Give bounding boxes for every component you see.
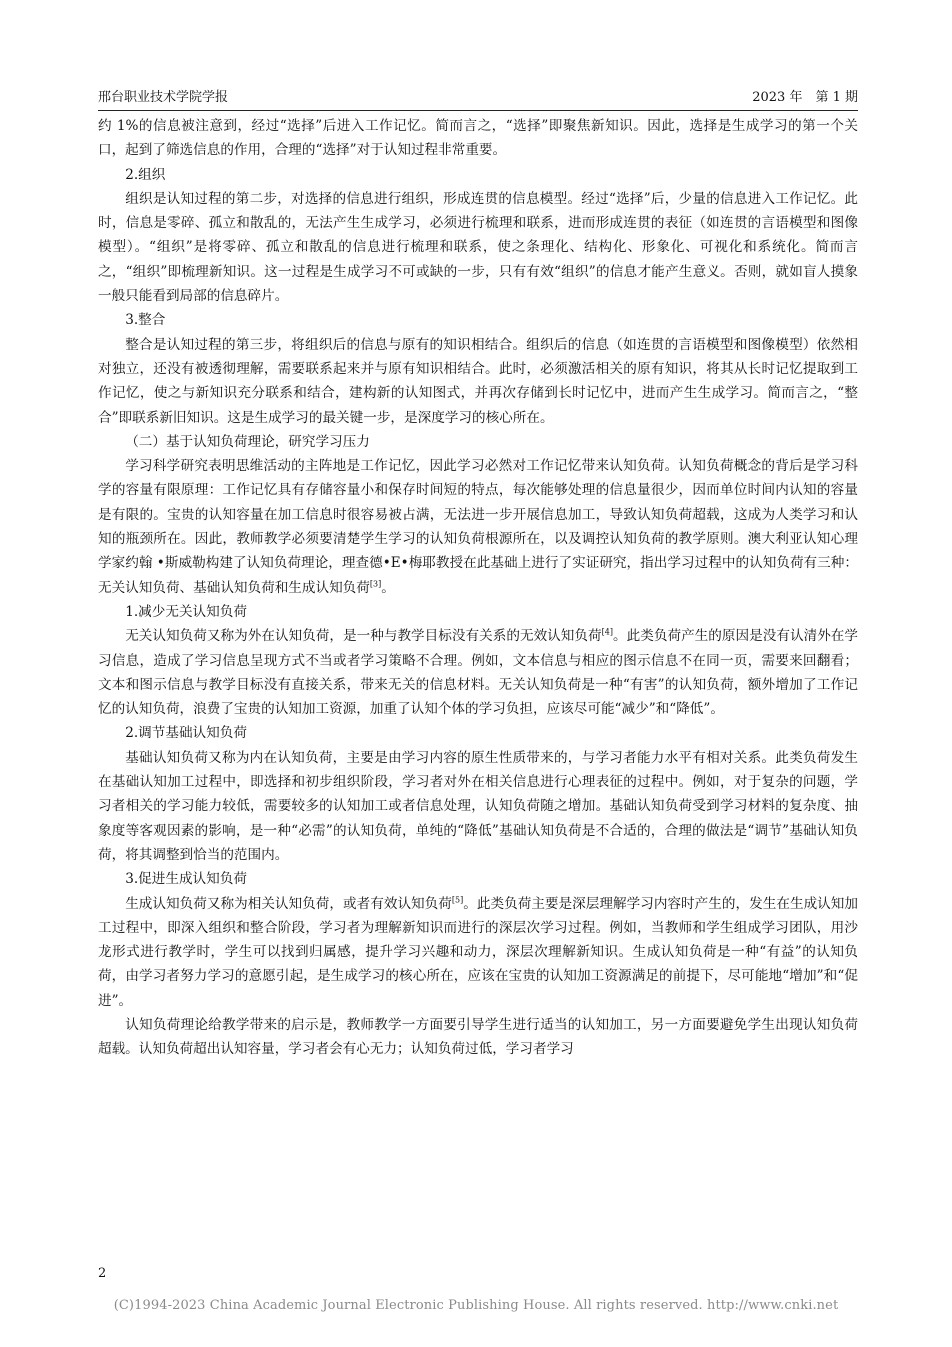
paragraph: 基础认知负荷又称为内在认知负荷，主要是由学习内容的原生性质带来的，与学习者能力水平有相对关系。此类负荷发生在基础认知加工过程中，即选择和初步组织阶段，学习者对外在相关信息进行心理表征的过程中。例如，对于复杂的问题，学习者相关的学习能力较低，需要较多的认知加工或者信息处理，认知负荷随之增加。基础认知负荷受到学习材料的复杂度、抽象度等客观因素的影响，是一种“必需”的认知负荷，单纯的“降低”基础认知负荷是不合适的，合理的做法是“调节”基础认知负荷，将其调整到恰当的范围内。 [98,749,858,863]
citation-ref: [4] [601,627,613,637]
paragraph: 认知负荷理论给教学带来的启示是，教师教学一方面要引导学生进行适当的认知加工，另一方面要避免学生出现认知负荷超载。认知负荷超出认知容量，学习者会有心无力；认知负荷过低，学习者学习 [98,1016,858,1058]
paragraph-text: 。此类负荷主要是深层理解学习内容时产生的，发生在生成认知加工过程中，即深入组织和整合阶段，学习者为理解新知识而进行的深层次学习过程。例如，当教师和学生组成学习团队，用沙龙形式进行教学时，学生可以找到归属感，提升学习兴趣和动力，深层次理解新知识。生成认知负荷是一种“有益”的认知负荷，由学习者努力学习的意愿引起，是生成学习的核心所在，应该在宝贵的认知加工资源满足的前提下，尽可能地“增加”和“促进”。 [98,895,858,1009]
journal-title: 邢台职业技术学院学报 [98,90,229,105]
paragraph-text: 无关认知负荷又称为外在认知负荷，是一种与教学目标没有关系的无效认知负荷 [125,628,602,645]
page-number: 2 [98,1266,107,1281]
paragraph-text: 。 [381,579,395,596]
paragraph-text: 。此类负荷产生的原因是没有认清外在学习信息，造成了学习信息呈现方式不当或者学习策略不合理。例如，文本信息与相应的图示信息不在同一页，需要来回翻看；文本和图示信息与教学目标没有直接关系，带来无关的信息材料。无关认知负荷是一种“有害”的认知负荷，额外增加了工作记忆的认知负荷，浪费了宝贵的认知加工资源，加重了认知个体的学习负担，应该尽可能“减少”和“降低”。 [98,628,859,718]
subheading-zhenghe: 3.整合 [125,312,166,329]
paragraph: 约 1%的信息被注意到，经过“选择”后进入工作记忆。简而言之，“选择”即聚焦新知识。因此，选择是生成学习的第一个关口，起到了筛选信息的作用，合理的“选择”对于认知过程非常重要。 [98,118,858,159]
paragraph-text: 学习科学研究表明思维活动的主阵地是工作记忆，因此学习必然对工作记忆带来认知负荷。认知负荷概念的背后是学习科学的容量有限原理：工作记忆具有存储容量小和保存时间短的特点，每次能够处理的信息量很少，因而单位时间内认知的容量是有限的。宝贵的认知容量在加工信息时很容易被占满，无法进一步开展信息加工，导致认知负荷超载，这成为人类学习和认知的瓶颈所在。因此，教师教学必须要清楚学生学习的认知负荷根源所在，以及调控认知负荷的教学原则。澳大利亚认知心理学家约翰 •斯威勒构建了认知负荷理论，理查德•E•梅耶教授在此基础上进行了实证研究，指出学习过程中的认知负荷有三种：无关认知负荷、基础认知负荷和生成认知负荷 [98,458,858,596]
paragraph-text: 生成认知负荷又称为相关认知负荷，或者有效认知负荷 [125,895,452,912]
article-body [98,114,858,1062]
paragraph: 组织是认知过程的第二步，对选择的信息进行组织，形成连贯的信息模型。经过“选择”后，少量的信息进入工作记忆。此时，信息是零碎、孤立和散乱的，无法产生生成学习，必须进行梳理和联系，进而形成连贯的表征（如连贯的言语模型和图像模型）。“组织”是将零碎、孤立和散乱的信息进行梳理和联系，使之条理化、结构化、形象化、可视化和系统化。简而言之，“组织”即梳理新知识。这一过程是生成学习不可或缺的一步，只有有效“组织”的信息才能产生意义。否则，就如盲人摸象一般只能看到局部的信息碎片。 [98,190,858,305]
citation-ref: [3] [369,579,382,589]
running-header [98,88,858,111]
subheading-tiaojie: 2.调节基础认知负荷 [125,725,247,742]
paragraph: 整合是认知过程的第三步，将组织后的信息与原有的知识相结合。组织后的信息（如连贯的言语模型和图像模型）依然相对独立，还没有被透彻理解，需要联系起来并与原有知识相结合。此时，必须激活相关的原有知识，将其从长时记忆提取到工作记忆，使之与新知识充分联系和结合，建构新的认知图式，并再次存储到长时记忆中，进而产生生成学习。简而言之，“整合”即联系新旧知识。这是生成学习的最关键一步，是深度学习的核心所在。 [98,336,858,426]
copyright-notice: (C)1994-2023 China Academic Journal Electronic Publishing House. All rights reserved. http://www.cnki.net [113,1298,839,1313]
subheading-jianshao: 1.减少无关认知负荷 [125,603,247,620]
paragraph [98,892,858,1013]
paragraph [98,454,858,600]
subheading-cujin: 3.促进生成认知负荷 [125,871,247,888]
section-heading: （二）基于认知负荷理论，研究学习压力 [125,433,370,450]
citation-ref: [5] [451,894,464,904]
subheading-zuzhi: 2.组织 [125,166,166,183]
issue-info: 2023 年 第 1 期 [752,90,858,105]
paragraph [98,624,858,721]
